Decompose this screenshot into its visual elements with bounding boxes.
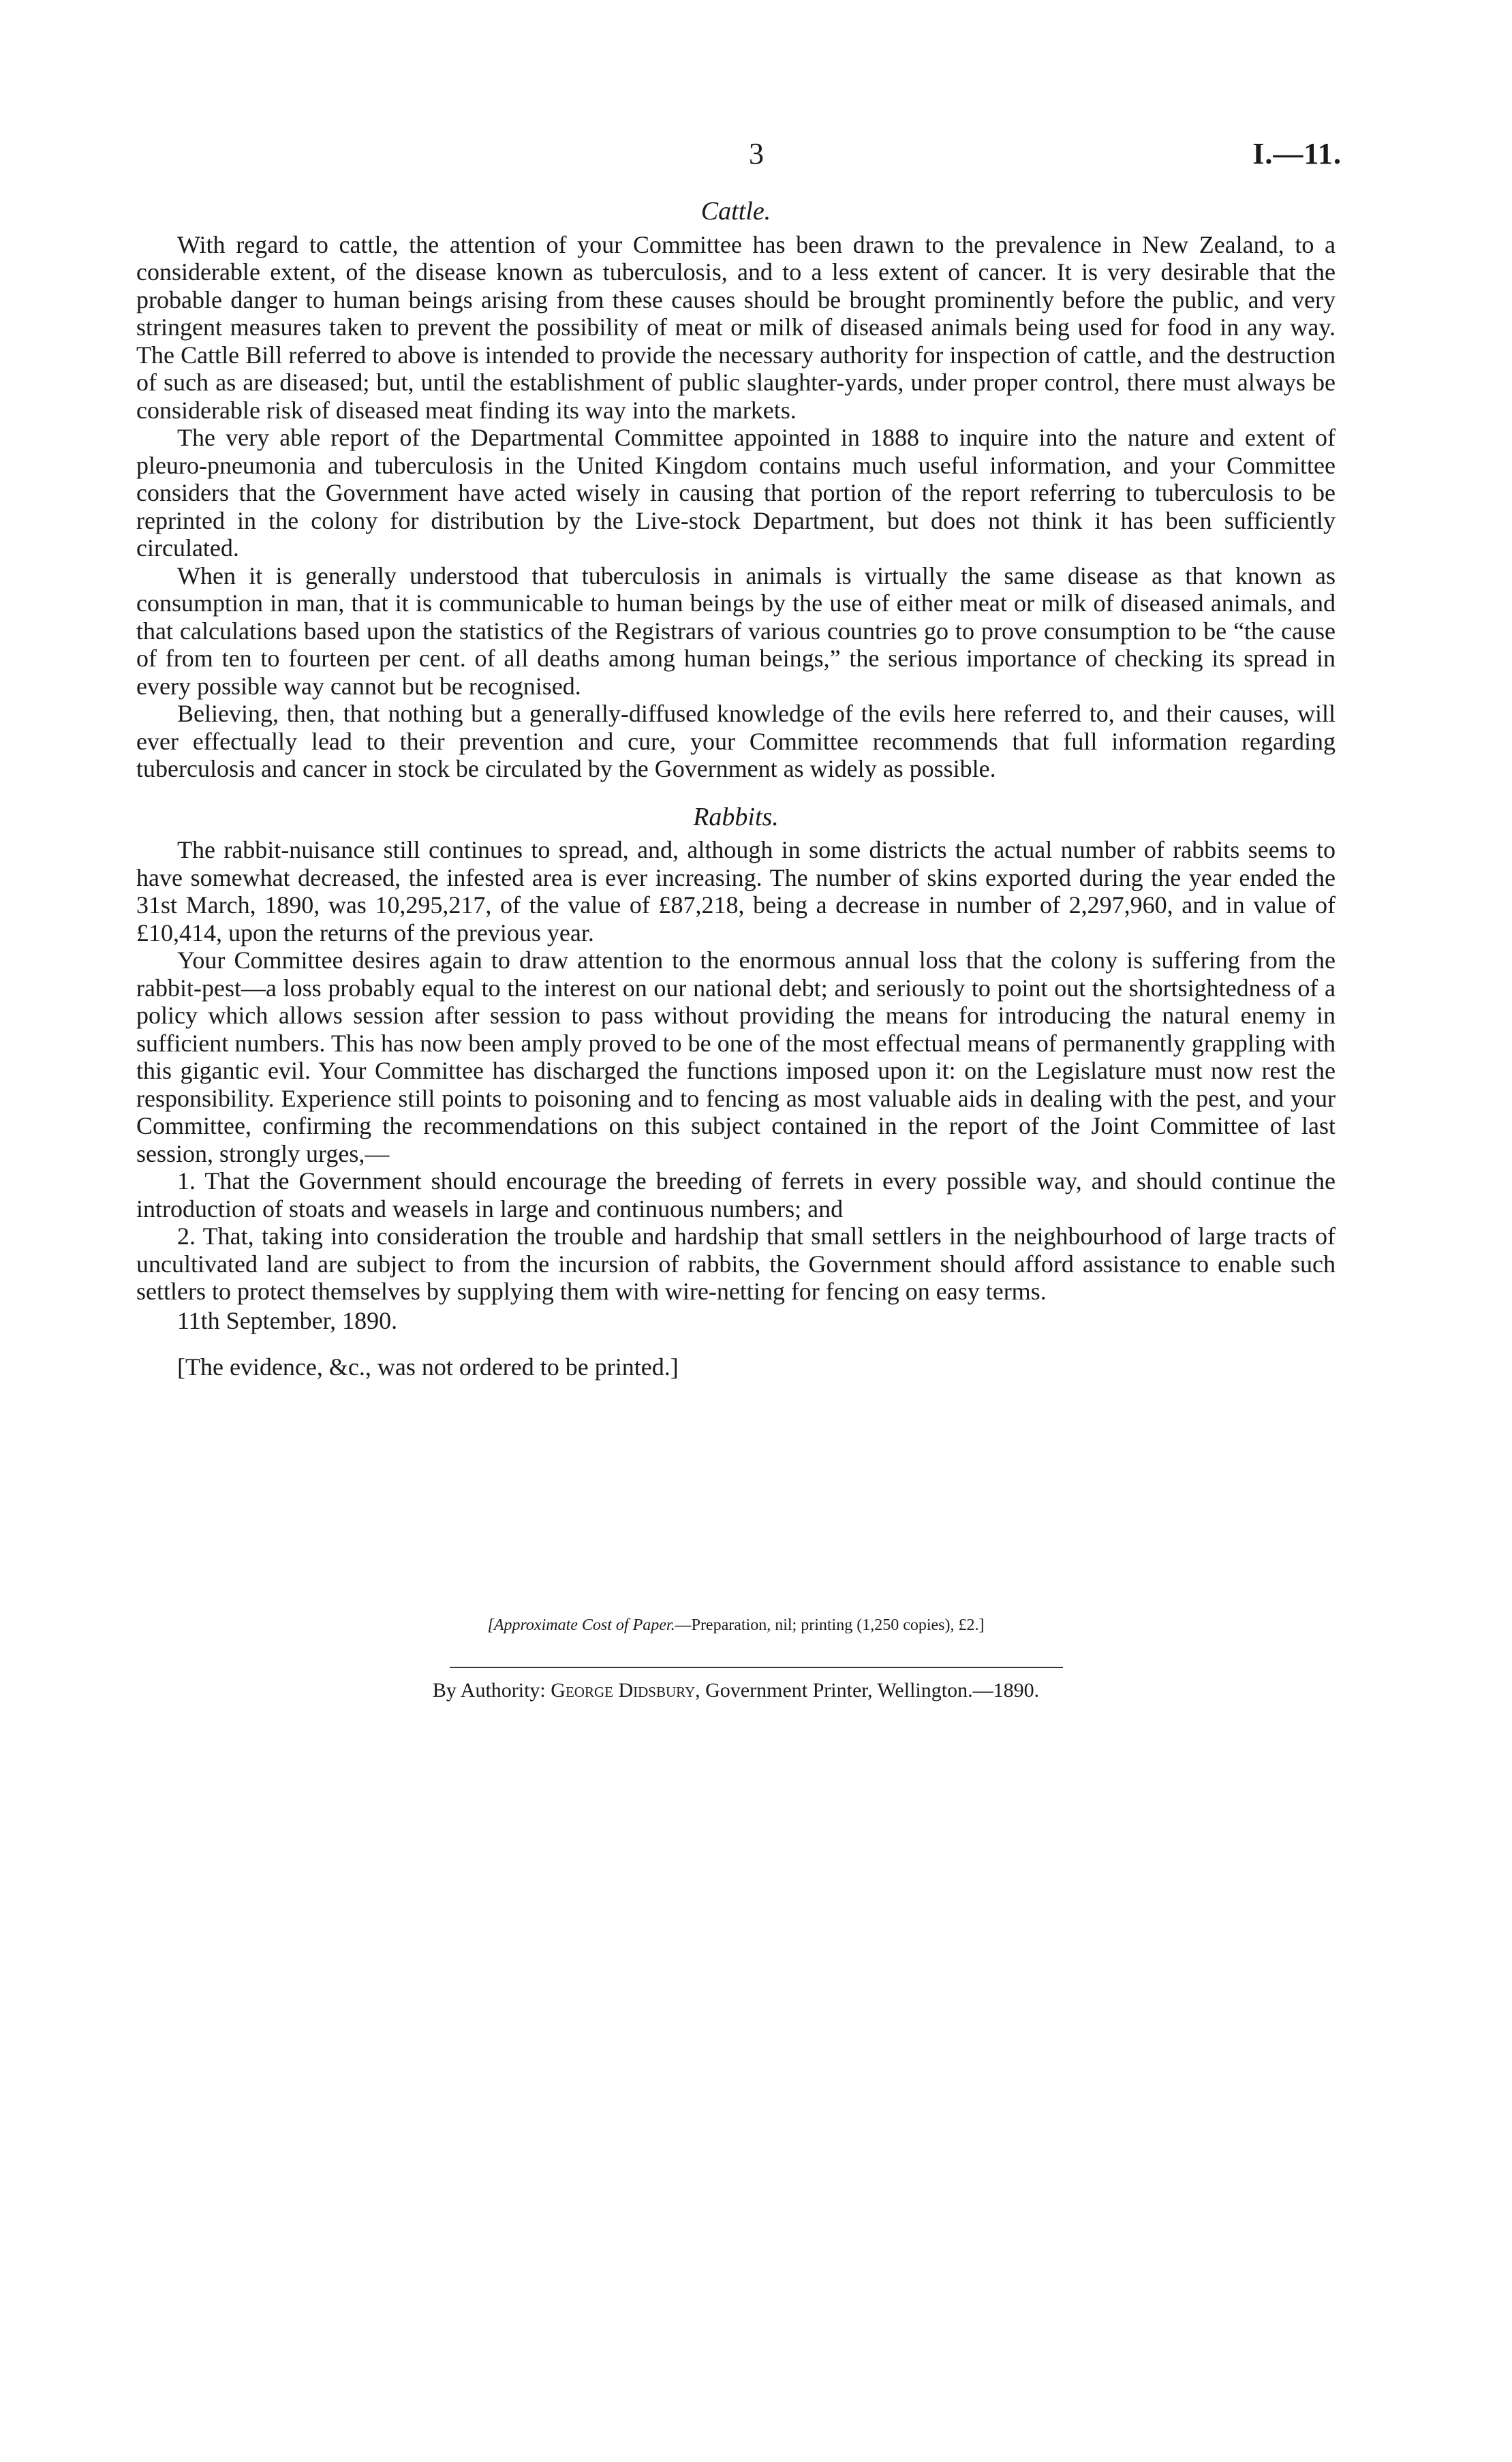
cost-of-paper-note	[136, 1616, 1336, 1635]
rabbits-paragraph: Your Committee desires again to draw attention to the enormous annual loss that the colony is suffering from the rabbit-pest—a loss probably equal to the interest on our national debt; and seriously to point out the shortsightedness of a policy which allows session after session to pass without providing the means for introducing the natural enemy in sufficient numbers. This has now been amply proved to be one of the most effectual means of permanently grappling with this gigantic evil. Your Committee has discharged the functions imposed upon it: on the Legislature must now rest the responsibility. Experience still points to poisoning and to fencing as most valuable aids in dealing with the pest, and your Committee, confirming the recommendations on this subject contained in the report of the Joint Committee of last session, strongly urges,—	[136, 947, 1336, 1167]
cattle-paragraph: Believing, then, that nothing but a generally-diffused knowledge of the evils here referred to, and their causes, will ever effectually lead to their prevention and cure, your Committee recommends that full information regarding tuberculosis and cancer in stock be circulated by the Government as widely as possible.	[136, 700, 1336, 782]
document-reference: I.—11.	[1252, 137, 1342, 170]
cost-label: [Approximate Cost of Paper.	[487, 1616, 675, 1634]
authority-suffix: , Government Printer, Wellington.—1890.	[695, 1679, 1040, 1702]
printer-name: George Didsbury	[551, 1679, 696, 1702]
page-number: 3	[749, 137, 764, 170]
section-heading-cattle: Cattle.	[700, 197, 771, 226]
recommendation-item: 2. That, taking into consideration the trouble and hardship that small settlers in the neighbourhood of large tracts of uncultivated land are subject to from the incursion of rabbits, the Government should afford assistance to enable such settlers to protect themselves by supplying them with wire-netting for fencing on easy terms.	[136, 1222, 1336, 1305]
footer-divider	[450, 1667, 1063, 1668]
cattle-paragraph: The very able report of the Departmental Committee appointed in 1888 to inquire into the nature and extent of pleuro-pneumonia and tuberculosis in the United Kingdom contains much useful information, and your Committee considers that the Government have acted wisely in causing that portion of the report referring to tuberculosis to be reprinted in the colony for distribution by the Live-stock Department, but does not think it has been sufficiently circulated.	[136, 424, 1336, 561]
rabbits-paragraph: The rabbit-nuisance still continues to spread, and, although in some districts the actual number of rabbits seems to have somewhat decreased, the infested area is ever increasing. The number of skins exported during the year ended the 31st March, 1890, was 10,295,217, of the value of £87,218, being a decrease in number of 2,297,960, and in value of £10,414, upon the returns of the previous year.	[136, 836, 1336, 947]
cattle-paragraph: With regard to cattle, the attention of your Committee has been drawn to the prevalence in New Zealand, to a considerable extent, of the disease known as tuberculosis, and to a less extent of cancer. It is very desirable that the probable danger to human beings arising from these causes should be brought prominently before the public, and very stringent measures taken to prevent the possibility of meat or milk of diseased animals being used for food in any way. The Cattle Bill referred to above is intended to provide the necessary authority for inspection of cattle, and the destruction of such as are diseased; but, until the establishment of public slaughter-yards, under proper control, there must always be considerable risk of diseased meat finding its way into the markets.	[136, 230, 1336, 424]
report-date: 11th September, 1890.	[177, 1306, 398, 1334]
cattle-paragraph: When it is generally understood that tuberculosis in animals is virtually the same disease as that known as consumption in man, that it is communicable to human beings by the use of either meat or milk of diseased animals, and that calculations based upon the statistics of the Registrars of various countries go to prove consumption to be “the cause of from ten to fourteen per cent. of all deaths among human beings,” the serious importance of checking its spread in every possible way cannot but be recognised.	[136, 561, 1336, 700]
authority-prefix: By Authority:	[432, 1679, 546, 1702]
recommendation-item: 1. That the Government should encourage the breeding of ferrets in every possible way, and should continue the introduction of stoats and weasels in large and continuous numbers; and	[136, 1167, 1336, 1222]
document-body	[136, 198, 1336, 1381]
cost-text: —Preparation, nil; printing (1,250 copies), £2.]	[675, 1616, 985, 1634]
printer-authority	[136, 1679, 1336, 1702]
section-heading-rabbits: Rabbits.	[693, 802, 779, 831]
evidence-note: [The evidence, &c., was not ordered to be printed.]	[177, 1353, 679, 1381]
